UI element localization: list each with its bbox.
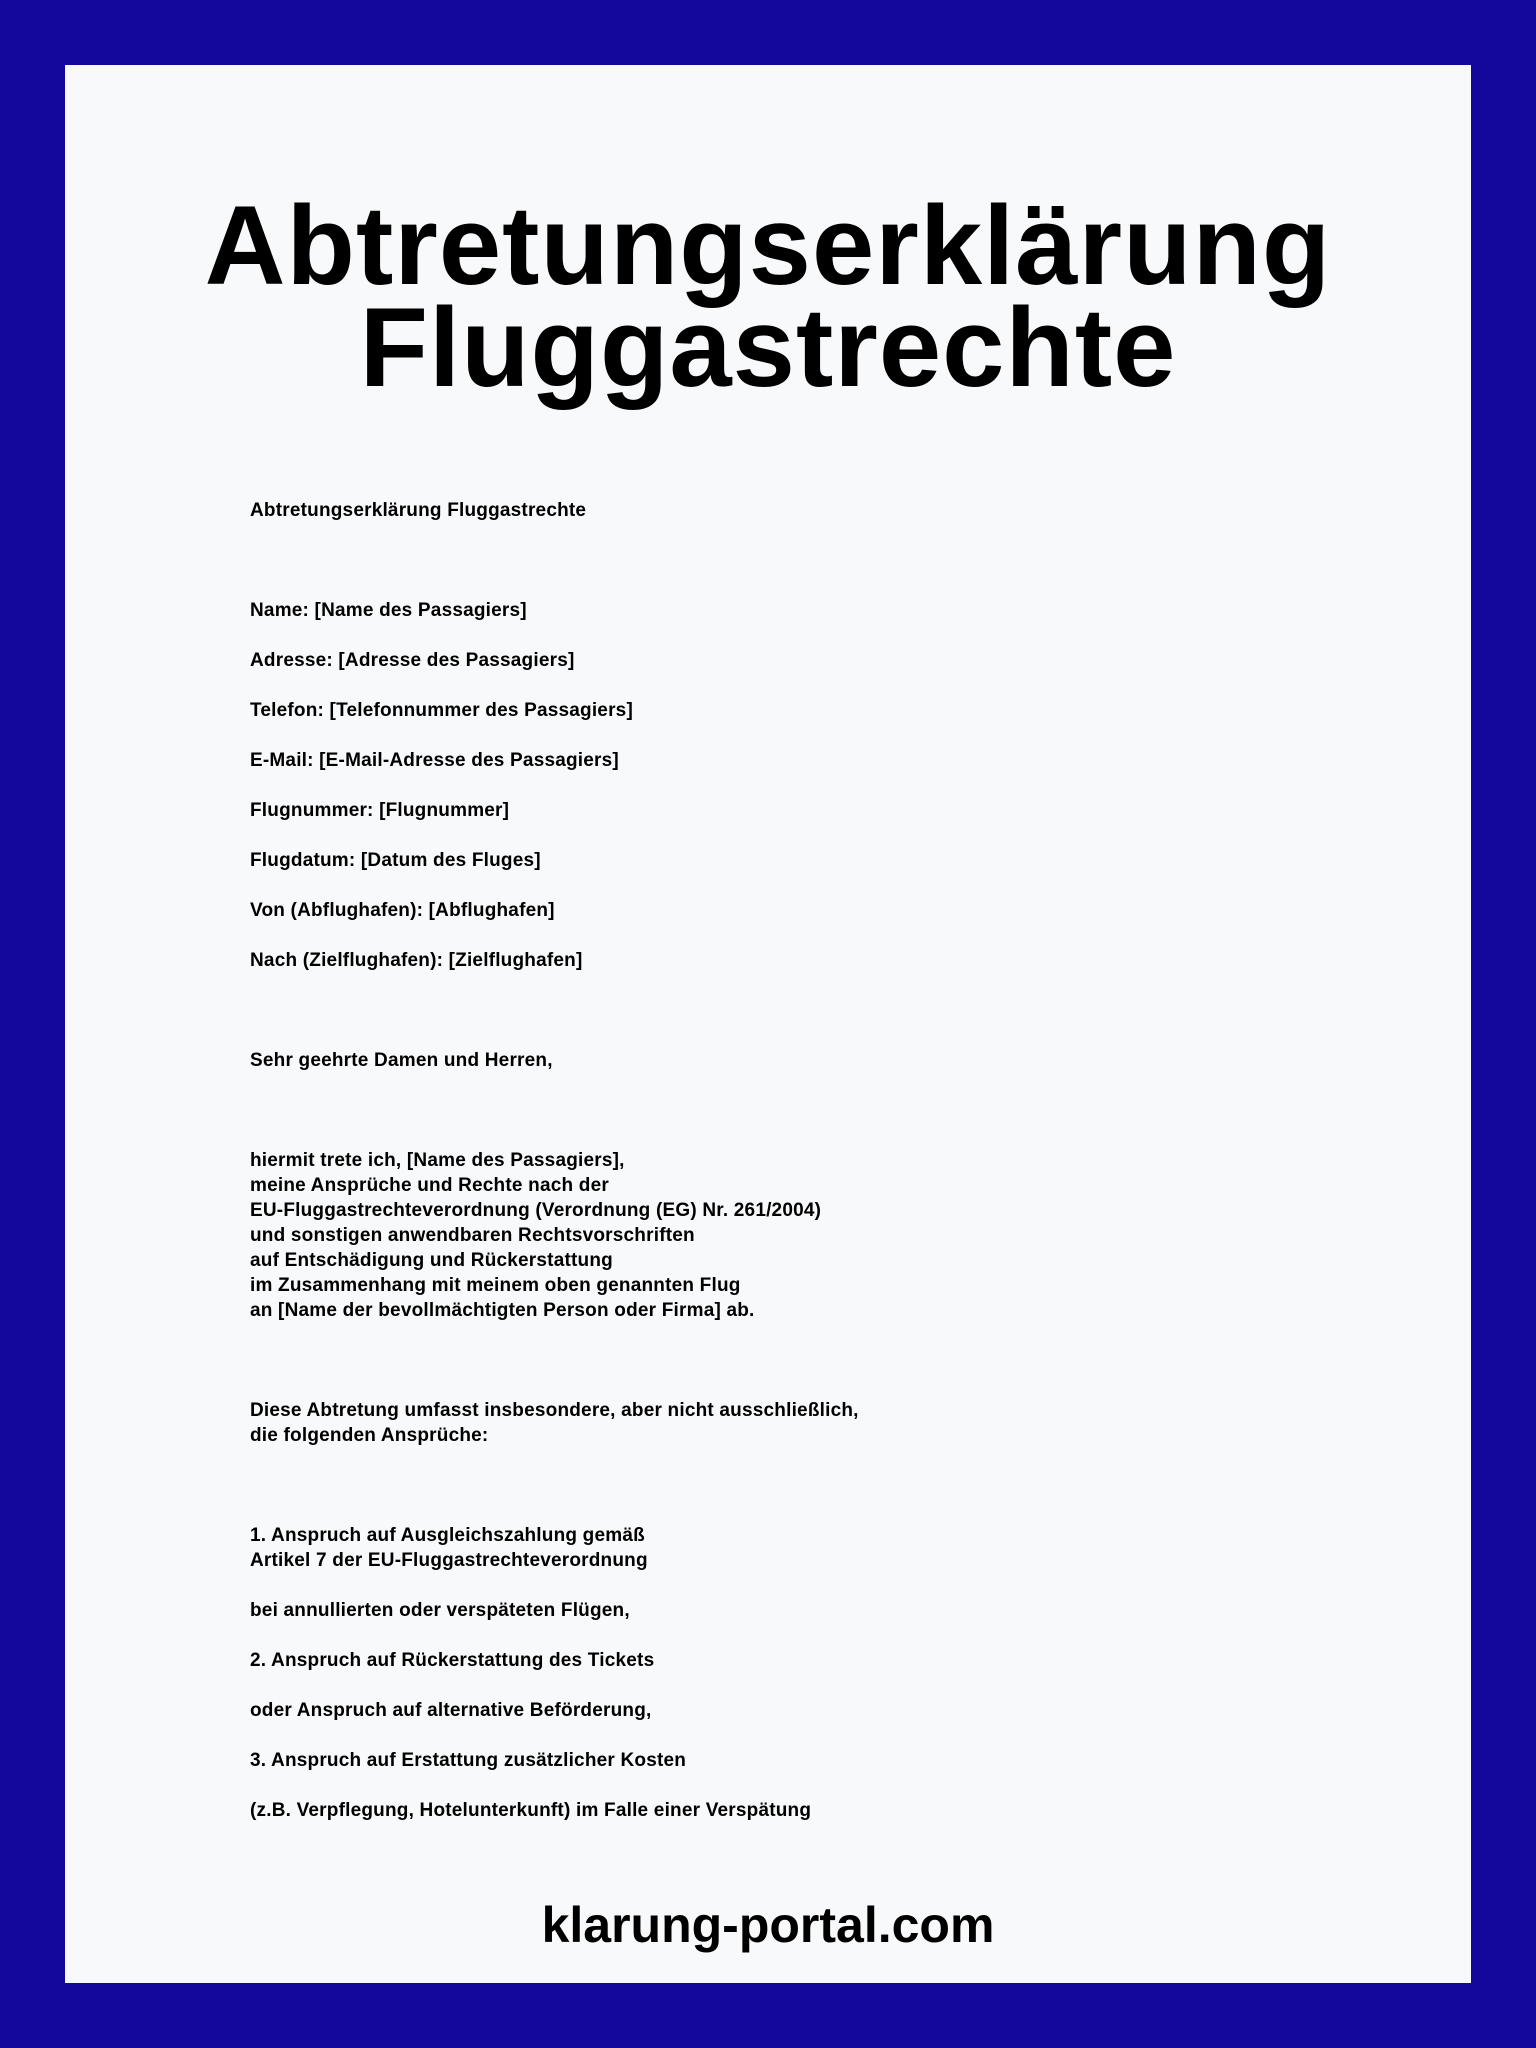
blank-line [250,773,1300,798]
blank-line [250,973,1300,998]
blank-line [250,873,1300,898]
claim-line: (z.B. Verpflegung, Hotelunterkunft) im Falle einer Verspätung [250,1800,812,1821]
field-departure: Von (Abflughafen): [Abflughafen] [250,900,555,921]
blank-line [250,823,1300,848]
claim-line: 2. Anspruch auf Rückerstattung des Tickets [250,1650,655,1671]
claim-line: Artikel 7 der EU-Fluggastrechteverordnung [250,1550,648,1571]
blank-line [250,623,1300,648]
blank-line [250,1073,1300,1098]
blank-line [250,1673,1300,1698]
blank-line [250,1723,1300,1748]
assignment-line: EU-Fluggastrechteverordnung (Verordnung (EG) Nr. 261/2004) [250,1200,822,1221]
blank-line [250,998,1300,1023]
blank-line [250,1123,1300,1148]
blank-line [250,673,1300,698]
field-destination: Nach (Zielflughafen): [Zielflughafen] [250,950,583,971]
title-line-2: Fluggastrechte [359,285,1177,410]
blank-line [250,523,1300,548]
blank-line [250,923,1300,948]
claim-line: oder Anspruch auf alternative Beförderung, [250,1700,652,1721]
assignment-line: hiermit trete ich, [Name des Passagiers], [250,1150,625,1171]
assignment-line: meine Ansprüche und Rechte nach der [250,1175,609,1196]
document-body [250,498,1300,1823]
assignment-line: im Zusammenhang mit meinem oben genannten Flug [250,1275,741,1296]
document-page [65,65,1471,1983]
claim-line: 3. Anspruch auf Erstattung zusätzlicher Kosten [250,1750,687,1771]
document-title [65,183,1471,410]
scope-line: Diese Abtretung umfasst insbesondere, aber nicht ausschließlich, [250,1400,859,1421]
blank-line [250,1348,1300,1373]
field-phone: Telefon: [Telefonnummer des Passagiers] [250,700,633,721]
blank-line [250,1623,1300,1648]
blank-line [250,1573,1300,1598]
document-subtitle: Abtretungserklärung Fluggastrechte [250,500,587,521]
field-flight-number: Flugnummer: [Flugnummer] [250,800,510,821]
assignment-line: an [Name der bevollmächtigten Person oder Firma] ab. [250,1300,755,1321]
blank-line [250,1448,1300,1473]
field-email: E-Mail: [E-Mail-Adresse des Passagiers] [250,750,619,771]
blank-line [250,723,1300,748]
claim-line: 1. Anspruch auf Ausgleichszahlung gemäß [250,1525,645,1546]
blank-line [250,1323,1300,1348]
assignment-line: auf Entschädigung und Rückerstattung [250,1250,613,1271]
field-address: Adresse: [Adresse des Passagiers] [250,650,575,671]
claim-line: bei annullierten oder verspäteten Flügen, [250,1600,630,1621]
blank-line [250,1773,1300,1798]
footer-url: klarung-portal.com [541,1897,995,1953]
blank-line [250,548,1300,573]
title-line-1: Abtretungserklärung [204,183,1332,308]
field-flight-date: Flugdatum: [Datum des Fluges] [250,850,541,871]
blank-line [250,1498,1300,1523]
scope-line: die folgenden Ansprüche: [250,1425,489,1446]
blank-line [250,1023,1300,1048]
field-name: Name: [Name des Passagiers] [250,600,527,621]
blank-line [250,1473,1300,1498]
salutation: Sehr geehrte Damen und Herren, [250,1050,553,1071]
assignment-line: und sonstigen anwendbaren Rechtsvorschriften [250,1225,695,1246]
blank-line [250,1098,1300,1123]
blank-line [250,573,1300,598]
blank-line [250,1373,1300,1398]
